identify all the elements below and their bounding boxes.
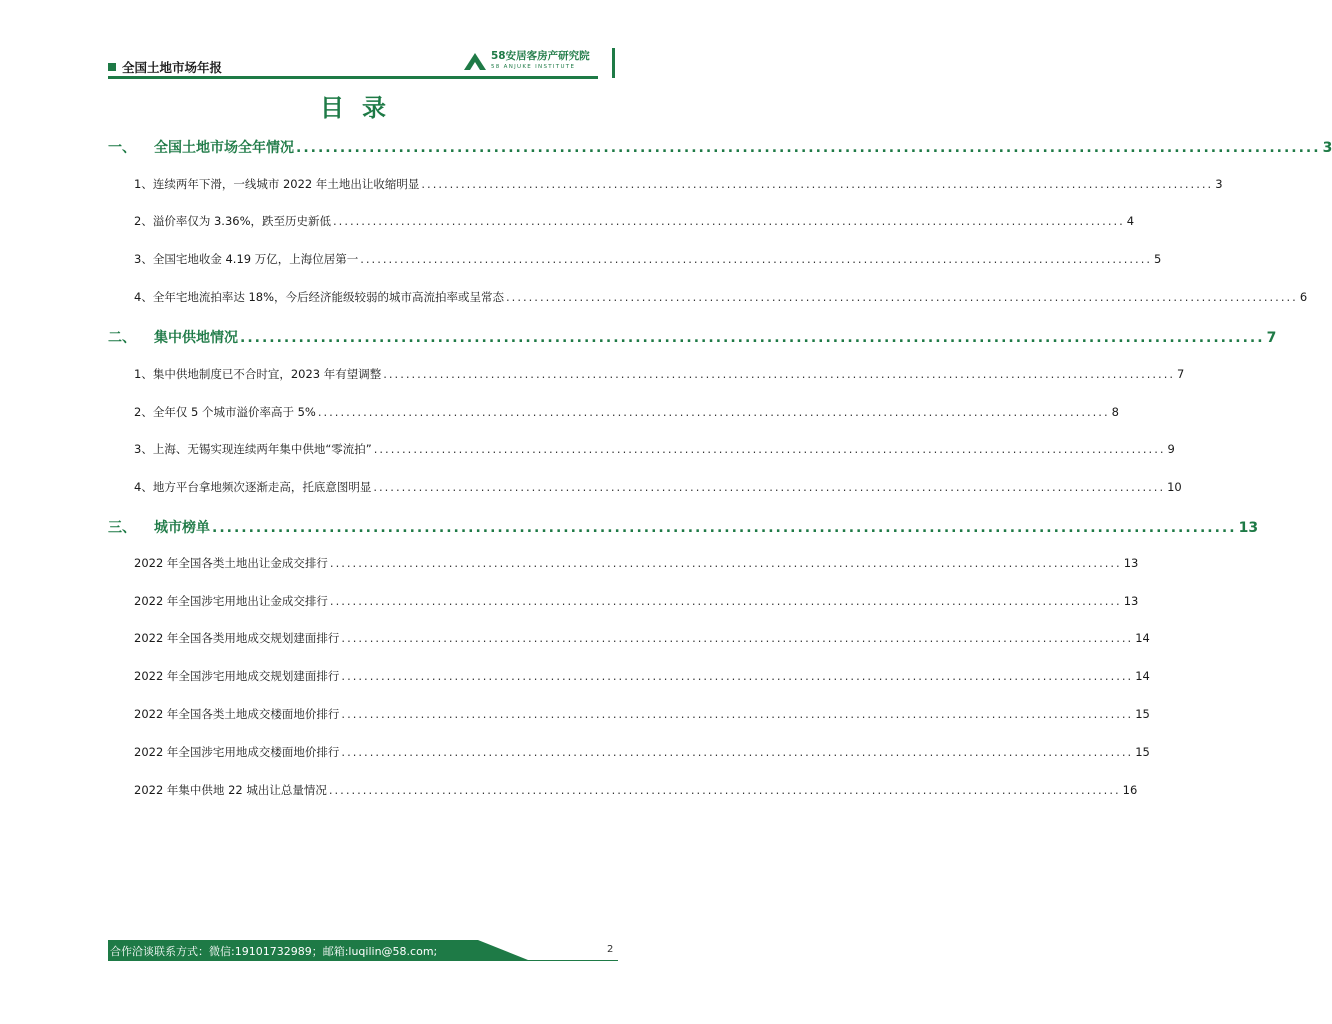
footer-contact: 合作洽谈联系方式：微信:19101732989；邮箱:luqilin@58.com; (110, 945, 438, 958)
toc-leader-dots: ............................................................................................................................................ (328, 783, 1121, 797)
toc-leader-dots: ............................................................................................................................................ (341, 745, 1134, 759)
logo-english-name: 58 ANJUKE INSTITUTE (491, 64, 576, 70)
toc-sub-entry[interactable] (134, 404, 1119, 420)
toc-sub-entry[interactable] (134, 593, 1139, 609)
toc-leader-dots: ............................................................................................................................................ (383, 367, 1176, 381)
toc-section-entry[interactable] (108, 517, 1259, 537)
toc-section-title: 城市榜单 (154, 520, 210, 536)
toc-entry-label: 2022 年全国涉宅用地出让金成交排行 (134, 594, 328, 608)
toc-sub-entry[interactable] (134, 555, 1139, 571)
toc-entry-label: 4、地方平台拿地频次逐渐走高，托底意图明显 (134, 480, 372, 494)
toc-entry-label: 2、全年仅 5 个城市溢价率高于 5% (134, 405, 316, 419)
toc-section-number: 二、 (108, 330, 136, 346)
header-left (108, 58, 222, 76)
toc-sub-entry[interactable] (134, 251, 1162, 267)
toc-leader-dots: ............................................................................................................................................ (240, 330, 1265, 346)
toc-section-entry[interactable] (108, 327, 1277, 347)
toc-page-number: 10 (1167, 480, 1182, 494)
toc-sub-entry[interactable] (134, 479, 1182, 495)
toc-leader-dots: ............................................................................................................................................ (296, 140, 1321, 156)
toc-sub-entry[interactable] (134, 782, 1138, 798)
toc-leader-dots: ............................................................................................................................................ (341, 631, 1134, 645)
page-footer (108, 940, 618, 962)
toc-entry-label: 4、全年宅地流拍率达 18%，今后经济能级较弱的城市高流拍率或呈常态 (134, 290, 505, 304)
header-vertical-bar (612, 48, 615, 78)
toc-section-number: 一、 (108, 140, 136, 156)
footer-rule (108, 960, 618, 961)
toc-section-number: 三、 (108, 520, 136, 536)
toc-sub-entry[interactable] (134, 289, 1308, 305)
toc-sub-entry[interactable] (134, 744, 1150, 760)
toc-entry-label: 2022 年全国涉宅用地成交规划建面排行 (134, 669, 340, 683)
toc-sub-entry[interactable] (134, 441, 1175, 457)
toc-leader-dots: ............................................................................................................................................ (373, 442, 1166, 456)
toc-entry-label: 1、连续两年下滑，一线城市 2022 年土地出让收缩明显 (134, 177, 420, 191)
toc-sub-entry[interactable] (134, 213, 1135, 229)
header-square-icon (108, 63, 116, 71)
toc-page-number: 14 (1135, 631, 1150, 645)
toc-entry-label (108, 327, 238, 347)
toc-entry-label: 2、溢价率仅为 3.36%，跌至历史新低 (134, 214, 332, 228)
toc-leader-dots: ............................................................................................................................................ (341, 669, 1134, 683)
toc-leader-dots: ............................................................................................................................................ (212, 520, 1237, 536)
toc-sub-entry[interactable] (134, 706, 1150, 722)
toc-leader-dots: ............................................................................................................................................ (317, 405, 1110, 419)
toc-entry-label (108, 137, 294, 157)
toc-section-entry[interactable] (108, 137, 1332, 157)
toc-page-number: 13 (1123, 594, 1139, 608)
toc-entry-label: 2022 年全国各类土地成交楼面地价排行 (134, 707, 340, 721)
toc-entry-label: 2022 年集中供地 22 城出让总量情况 (134, 783, 327, 797)
toc-entry-label: 3、上海、无锡实现连续两年集中供地“零流拍” (134, 442, 372, 456)
toc-sub-entry[interactable] (134, 366, 1185, 382)
mountain-logo-icon (464, 52, 486, 70)
toc-section-title: 集中供地情况 (154, 330, 238, 346)
toc-page-number: 13 (1238, 520, 1259, 536)
toc-entry-label: 3、全国宅地收金 4.19 万亿，上海位居第一 (134, 252, 359, 266)
logo-chinese-name: 58安居客房产研究院 (491, 50, 590, 62)
toc-page-number: 4 (1126, 214, 1135, 228)
toc-page-number: 16 (1122, 783, 1138, 797)
header-title: 全国土地市场年报 (122, 60, 223, 75)
toc-entry-label: 2022 年全国涉宅用地成交楼面地价排行 (134, 745, 340, 759)
toc-entry-label (108, 517, 210, 537)
toc-page-number: 5 (1154, 252, 1162, 266)
toc-entry-label: 1、集中供地制度已不合时宜，2023 年有望调整 (134, 367, 382, 381)
toc-leader-dots: ............................................................................................................................................ (421, 177, 1214, 191)
toc-page-number: 14 (1135, 669, 1150, 683)
toc-page-number: 3 (1322, 140, 1332, 156)
toc-page-number: 3 (1215, 177, 1223, 191)
page-number: 2 (607, 944, 614, 955)
toc-leader-dots: ............................................................................................................................................ (333, 214, 1125, 228)
toc-page-number: 15 (1135, 745, 1150, 759)
toc-leader-dots: ............................................................................................................................................ (329, 556, 1122, 570)
toc-sub-entry[interactable] (134, 668, 1150, 684)
toc-page-number: 6 (1299, 290, 1308, 304)
toc-section-title: 全国土地市场全年情况 (154, 140, 294, 156)
toc-page-number: 9 (1167, 442, 1175, 456)
toc-page-number: 7 (1266, 330, 1277, 346)
page-header (108, 48, 618, 80)
toc-title: 目录 (320, 94, 404, 122)
toc-entry-label: 2022 年全国各类土地出让金成交排行 (134, 556, 328, 570)
toc-page-number: 13 (1123, 556, 1139, 570)
toc-sub-entry[interactable] (134, 176, 1223, 192)
toc-leader-dots: ............................................................................................................................................ (506, 290, 1298, 304)
header-rule (108, 76, 598, 79)
toc-leader-dots: ............................................................................................................................................ (341, 707, 1134, 721)
toc-leader-dots: ............................................................................................................................................ (360, 252, 1153, 266)
toc-leader-dots: ............................................................................................................................................ (373, 480, 1166, 494)
toc-page-number: 7 (1177, 367, 1185, 381)
toc-page-number: 15 (1135, 707, 1150, 721)
institute-logo (464, 50, 590, 71)
toc-leader-dots: ............................................................................................................................................ (329, 594, 1122, 608)
toc-page-number: 8 (1111, 405, 1119, 419)
toc-entry-label: 2022 年全国各类用地成交规划建面排行 (134, 631, 340, 645)
toc-sub-entry[interactable] (134, 630, 1150, 646)
